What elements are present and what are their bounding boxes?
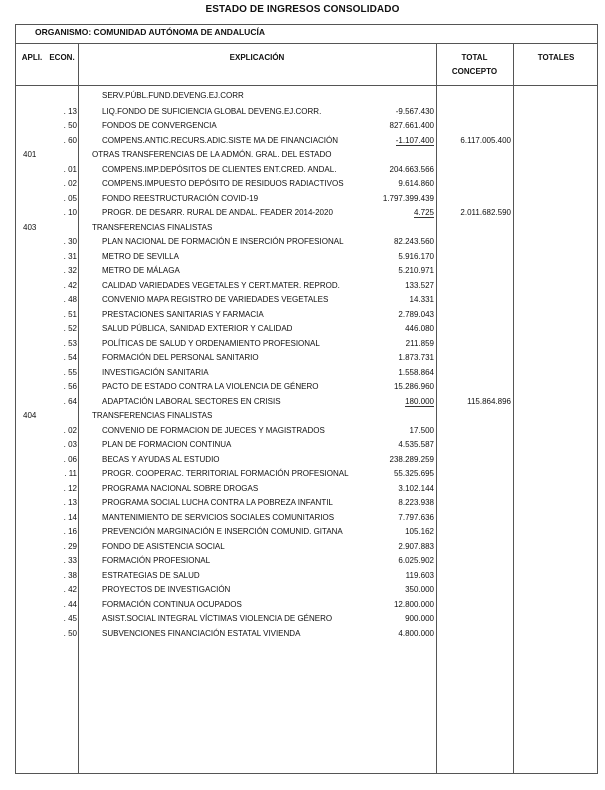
table-row xyxy=(16,121,599,132)
apli-cell: 401 xyxy=(23,150,37,159)
explicacion-cell: METRO DE MÁLAGA xyxy=(102,266,180,275)
table-row xyxy=(16,585,599,596)
explicacion-cell: PROGRAMA SOCIAL LUCHA CONTRA LA POBREZA INFANTIL xyxy=(102,498,333,507)
explicacion-cell: MANTENIMIENTO DE SERVICIOS SOCIALES COMUNITARIOS xyxy=(102,512,335,522)
importe-cell: -9.567.430 xyxy=(395,106,434,116)
table-row xyxy=(16,527,599,538)
table-row xyxy=(16,223,599,234)
econ-cell: . 53 xyxy=(63,338,77,348)
importe-cell: 900.000 xyxy=(405,614,434,623)
econ-cell: . 48 xyxy=(63,295,77,304)
econ-cell: . 29 xyxy=(63,541,77,551)
importe-cell: 7.797.636 xyxy=(398,512,434,522)
table-row xyxy=(16,237,599,248)
table-row xyxy=(16,310,599,321)
importe-cell: 446.080 xyxy=(405,324,434,333)
header-concepto: CONCEPTO xyxy=(451,67,498,76)
econ-cell: . 56 xyxy=(63,382,77,391)
table-row xyxy=(16,498,599,509)
importe-cell: 1.558.864 xyxy=(398,367,434,377)
importe-cell: 1.797.399.439 xyxy=(382,193,434,203)
table-row xyxy=(16,600,599,611)
table-row xyxy=(16,411,599,422)
econ-cell: . 12 xyxy=(63,483,77,493)
importe-cell: 9.614.860 xyxy=(398,179,434,188)
importe-cell: 4.800.000 xyxy=(398,628,434,638)
header-total: TOTAL xyxy=(461,53,488,62)
document-title: ESTADO DE INGRESOS CONSOLIDADO xyxy=(205,4,400,15)
table-row xyxy=(16,542,599,553)
importe-cell: 4.535.587 xyxy=(398,440,434,449)
importe-cell: 82.243.560 xyxy=(393,237,434,246)
econ-cell: . 51 xyxy=(63,309,77,319)
explicacion-cell: ADAPTACIÓN LABORAL SECTORES EN CRISIS xyxy=(102,396,281,406)
table-row xyxy=(16,353,599,364)
econ-cell: . 50 xyxy=(63,628,77,638)
table-row xyxy=(16,339,599,350)
table-row xyxy=(16,194,599,205)
econ-cell: . 30 xyxy=(63,237,77,246)
importe-cell: 238.289.259 xyxy=(389,454,434,464)
importe-cell: 6.025.902 xyxy=(398,556,434,565)
explicacion-cell: TRANSFERENCIAS FINALISTAS xyxy=(92,222,213,232)
table-body xyxy=(16,91,599,643)
explicacion-cell: PLAN DE FORMACION CONTINUA xyxy=(102,440,232,449)
table-row xyxy=(16,440,599,451)
header-top-divider xyxy=(16,43,597,44)
importe-cell: 2.789.043 xyxy=(398,309,434,319)
importe-cell: 14.331 xyxy=(409,295,434,304)
econ-cell: . 06 xyxy=(63,454,77,464)
importe-cell: 133.527 xyxy=(405,280,434,290)
econ-cell: . 31 xyxy=(63,251,77,261)
explicacion-cell: COMPENS.IMPUESTO DEPÓSITO DE RESIDUOS RADIACTIVOS xyxy=(102,179,344,188)
econ-cell: . 05 xyxy=(63,193,77,203)
econ-cell: . 45 xyxy=(63,614,77,623)
explicacion-cell: PACTO DE ESTADO CONTRA LA VIOLENCIA DE GÉNERO xyxy=(102,382,319,391)
total-concepto-cell: 2.011.682.590 xyxy=(460,208,511,217)
econ-cell: . 32 xyxy=(63,266,77,275)
explicacion-cell: PROYECTOS DE INVESTIGACIÓN xyxy=(102,585,231,594)
table-row xyxy=(16,368,599,379)
importe-cell: 1.873.731 xyxy=(398,353,434,362)
table-row xyxy=(16,136,599,147)
ingresos-table xyxy=(15,24,598,774)
explicacion-cell: PRESTACIONES SANITARIAS Y FARMACIA xyxy=(102,309,264,319)
explicacion-cell: BECAS Y AYUDAS AL ESTUDIO xyxy=(102,454,220,464)
table-row xyxy=(16,208,599,219)
table-row xyxy=(16,91,599,102)
importe-cell: 211.859 xyxy=(405,338,434,348)
econ-cell: . 60 xyxy=(63,135,77,145)
apli-cell: 404 xyxy=(23,411,37,420)
explicacion-cell: INVESTIGACIÓN SANITARIA xyxy=(102,367,209,377)
importe-cell: 5.916.170 xyxy=(398,251,434,261)
explicacion-cell: SALUD PÚBLICA, SANIDAD EXTERIOR Y CALIDAD xyxy=(102,324,293,333)
econ-cell: . 42 xyxy=(63,585,77,594)
importe-cell: 827.661.400 xyxy=(389,121,434,130)
explicacion-cell: CONVENIO MAPA REGISTRO DE VARIEDADES VEGETALES xyxy=(102,295,329,304)
explicacion-cell: CALIDAD VARIEDADES VEGETALES Y CERT.MATER. REPROD. xyxy=(102,280,340,290)
econ-cell: . 10 xyxy=(63,208,77,217)
explicacion-cell: COMPENS.ANTIC.RECURS.ADIC.SISTE MA DE FINANCIACIÓN xyxy=(102,135,339,145)
table-row xyxy=(16,107,599,118)
explicacion-cell: FORMACIÓN CONTINUA OCUPADOS xyxy=(102,599,242,609)
importe-cell: 119.603 xyxy=(405,570,434,580)
importe-cell: 15.286.960 xyxy=(393,382,434,391)
econ-cell: . 01 xyxy=(63,164,77,174)
explicacion-cell: COMPENS.IMP.DEPÓSITOS DE CLIENTES ENT.CRED. ANDAL. xyxy=(102,164,337,174)
organismo-label: ORGANISMO: COMUNIDAD AUTÓNOMA DE ANDALUCÍA xyxy=(35,27,265,37)
explicacion-cell: OTRAS TRANSFERENCIAS DE LA ADMÓN. GRAL. DEL ESTADO xyxy=(92,150,332,159)
table-row xyxy=(16,426,599,437)
explicacion-cell: TRANSFERENCIAS FINALISTAS xyxy=(92,411,213,420)
table-row xyxy=(16,252,599,263)
header-totales: TOTALES xyxy=(537,53,575,62)
explicacion-cell: LIQ.FONDO DE SUFICIENCIA GLOBAL DEVENG.EJ.CORR. xyxy=(102,106,322,116)
explicacion-cell: PROGR. DE DESARR. RURAL DE ANDAL. FEADER 2014-2020 xyxy=(102,208,333,217)
econ-cell: . 44 xyxy=(63,599,77,609)
apli-cell: 403 xyxy=(23,222,37,232)
table-row xyxy=(16,281,599,292)
importe-cell: 8.223.938 xyxy=(398,498,434,507)
econ-cell: . 02 xyxy=(63,425,77,435)
table-row xyxy=(16,484,599,495)
econ-cell: . 16 xyxy=(63,527,77,536)
econ-cell: . 14 xyxy=(63,512,77,522)
table-row xyxy=(16,571,599,582)
header-econ: ECON. xyxy=(49,53,75,62)
importe-cell: 350.000 xyxy=(405,585,434,594)
table-row xyxy=(16,324,599,335)
explicacion-cell: PROGRAMA NACIONAL SOBRE DROGAS xyxy=(102,483,259,493)
importe-cell: 3.102.144 xyxy=(398,483,434,493)
importe-cell: 4.725 xyxy=(413,208,434,217)
explicacion-cell: ESTRATEGIAS DE SALUD xyxy=(102,570,200,580)
econ-cell: . 64 xyxy=(63,396,77,406)
explicacion-cell: FORMACIÓN PROFESIONAL xyxy=(102,556,211,565)
importe-cell: 17.500 xyxy=(409,425,434,435)
econ-cell: . 11 xyxy=(64,469,77,478)
table-row xyxy=(16,266,599,277)
importe-cell: 180.000 xyxy=(405,396,434,406)
explicacion-cell: FONDO REESTRUCTURACIÓN COVID-19 xyxy=(102,193,259,203)
explicacion-cell: CONVENIO DE FORMACION DE JUECES Y MAGISTRADOS xyxy=(102,425,325,435)
importe-cell: 2.907.883 xyxy=(398,541,434,551)
econ-cell: . 52 xyxy=(63,324,77,333)
table-row xyxy=(16,629,599,640)
importe-cell: -1.107.400 xyxy=(395,135,434,145)
table-row xyxy=(16,382,599,393)
table-row xyxy=(16,150,599,161)
econ-cell: . 33 xyxy=(63,556,77,565)
econ-cell: . 02 xyxy=(63,179,77,188)
explicacion-cell: PREVENCIÓN MARGINACIÓN E INSERCIÓN COMUNID. GITANA xyxy=(102,527,343,536)
table-row xyxy=(16,165,599,176)
explicacion-cell: SUBVENCIONES FINANCIACIÓN ESTATAL VIVIENDA xyxy=(102,628,301,638)
econ-cell: . 13 xyxy=(63,106,77,116)
explicacion-cell: POLÍTICAS DE SALUD Y ORDENAMIENTO PROFESIONAL xyxy=(102,338,320,348)
explicacion-cell: PROGR. COOPERAC. TERRITORIAL FORMACIÓN PROFESIONAL xyxy=(102,469,349,478)
explicacion-cell: FORMACIÓN DEL PERSONAL SANITARIO xyxy=(102,353,259,362)
importe-cell: 12.800.000 xyxy=(393,599,434,609)
explicacion-cell: METRO DE SEVILLA xyxy=(102,251,179,261)
explicacion-cell: ASIST.SOCIAL INTEGRAL VÍCTIMAS VIOLENCIA DE GÉNERO xyxy=(102,614,333,623)
explicacion-cell: SERV.PÚBL.FUND.DEVENG.EJ.CORR xyxy=(102,91,244,100)
header-explicacion: EXPLICACIÓN xyxy=(229,53,285,62)
table-row xyxy=(16,469,599,480)
table-row xyxy=(16,179,599,190)
table-row xyxy=(16,513,599,524)
econ-cell: . 55 xyxy=(63,367,77,377)
table-row xyxy=(16,556,599,567)
importe-cell: 105.162 xyxy=(405,527,434,536)
importe-cell: 5.210.971 xyxy=(398,266,434,275)
econ-cell: . 03 xyxy=(63,440,77,449)
explicacion-cell: PLAN NACIONAL DE FORMACIÓN E INSERCIÓN PROFESIONAL xyxy=(102,237,344,246)
table-row xyxy=(16,455,599,466)
econ-cell: . 13 xyxy=(63,498,77,507)
header-bottom-divider xyxy=(16,85,597,86)
econ-cell: . 42 xyxy=(63,280,77,290)
econ-cell: . 54 xyxy=(63,353,77,362)
table-row xyxy=(16,614,599,625)
importe-cell: 204.663.566 xyxy=(389,164,434,174)
table-row xyxy=(16,295,599,306)
table-row xyxy=(16,397,599,408)
explicacion-cell: FONDOS DE CONVERGENCIA xyxy=(102,121,217,130)
header-apli: APLI. xyxy=(21,53,43,62)
total-concepto-cell: 6.117.005.400 xyxy=(460,135,511,145)
total-concepto-cell: 115.864.896 xyxy=(467,396,511,406)
econ-cell: . 50 xyxy=(63,121,77,130)
econ-cell: . 38 xyxy=(63,570,77,580)
importe-cell: 55.325.695 xyxy=(393,469,434,478)
explicacion-cell: FONDO DE ASISTENCIA SOCIAL xyxy=(102,541,225,551)
